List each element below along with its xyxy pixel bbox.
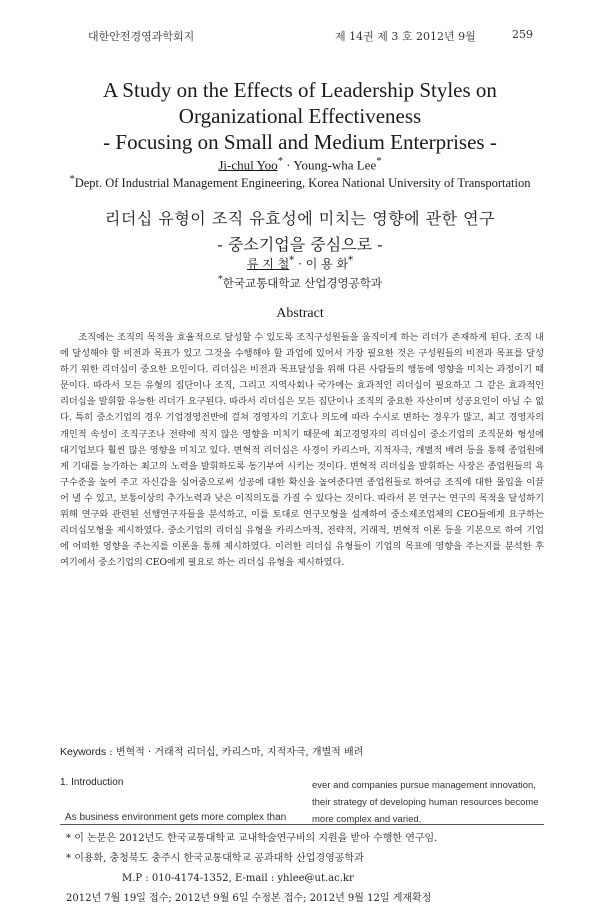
abstract-heading: Abstract [276,306,324,321]
title-en-line-2: Organizational Effectiveness [178,104,422,128]
keywords-label: Keywords [60,746,107,758]
page-number: 259 [512,28,533,41]
title-en-line-1: A Study on the Effects of Leadership Styles on [103,78,497,102]
footnote-dates: 2012년 7월 19일 접수; 2012년 9월 6일 수정본 접수; 2012년 9월 12일 게재확정 [66,893,432,904]
footnote-funding [66,829,556,849]
keywords-colon: : [109,747,113,758]
authors-en [40,155,560,173]
affiliation-ko [40,274,560,291]
author-en-2-mark: * [376,155,382,167]
section-heading-introduction: 1. Introduction [60,777,124,788]
journal-name: 대한안전경영과학회지 [88,30,195,43]
author-separator: · [286,157,291,173]
keywords-list: 변혁적 · 거래적 리더십, 카리스마, 지적자극, 개별적 배려 [115,747,364,758]
affiliation-en-mark: * [69,174,75,185]
author-ko-1-mark: * [289,255,295,266]
footnote-funding-mark: * [66,833,71,844]
intro-paragraph-start: As business environment gets more complex than [65,812,287,823]
author-en-1: Ji-chul Yoo [218,157,278,173]
affiliation-en [40,174,560,191]
author-ko-2-mark: * [348,255,354,266]
author-ko-2: 이 용 화 [305,257,349,271]
affiliation-en-text: Dept. Of Industrial Management Engineering, Korea National University of Transportation [74,176,531,191]
footnotes [66,829,556,909]
title-ko-line-1: 리더십 유형이 조직 유효성에 미치는 영향에 관한 연구 [104,209,496,228]
authors-ko [40,255,560,272]
footnote-corresponding-mark: * [66,853,71,864]
author-en-2: Young-wha Lee [293,157,377,173]
author-ko-1: 류 지 철 [246,257,290,271]
abstract-body: 조직에는 조직의 목적을 효율적으로 달성할 수 있도록 조직구성원들을 움직이게 하는 리더가 존재하게 된다. 조직 내에 달성해야 할 비전과 목표가 있고 그것을 수행해야 할 과업에 있어서 가장 필요한 것은 구성원들의 비전과 목표를 달성하기 위한 리더십이 중요한 요인이다. 리더십은 비전과 목표달성을 위해 다른 사람들의 행동에 영향을 미치는 과정이기 때문이다. 따라서 모든 유형의 집단이나 조직, 그리고 지역사회나 국가에는 효과적인 리더십이 필요하고 그 같은 효과적인 리더십을 발휘할 유능한 리더가 요구된다. 따라서 리더십은 모든 집단이나 조직의 중요한 자산이며 성공요인이 아닐 수 없다. 특히 중소기업의 경우 기업경영전반에 걸쳐 경영자의 기호나 의도에 따라 수시로 변하는 경우가 많고, 최고 경영자의 개인적 속성이 조직구조나 전략에 적지 않은 영향을 미치기 때문에 최고경영자의 리더십이 중소기업의 조직문화 형성에 대기업보다 훨씬 많은 영향을 미치고 있다. 변혁적 리더십은 사경이 카리스마, 지적자극, 개별적 배려 등을 통해 종업원에게 기대를 능가하는 최고의 노력을 발휘하도록 동기부여 시키는 것이다. 변혁적 리더십을 발휘하는 사장은 종업원들의 욕구수준을 높여 주고 자신감을 심어줌으로써 성공에 대한 확신을 높여준다면 종업원들로 하여금 조직에 대한 몰입을 이끌어 낼 수 있고, 보통이상의 추가노력과 낮은 이직의도를 가질 수 있다는 것이다. 따라서 본 연구는 연구의 목적을 달성하기 위해 연구와 관련된 선행연구자들을 분석하고, 이를 토대로 연구모형을 설계하여 중소제조업체의 CEO들에게 요구하는 리더십모형을 제시하였다. 중소기업의 리더십 유형을 카리스마적, 전략적, 거래적, 변혁적 이론 등을 기본으로 하여 기업에 어떠한 영향을 주는지를 이론을 통해 제시하였다. 이러한 리더십 유형들이 기업의 목표에 영향을 주는지를 분석한 후 여기에서 중소기업의 CEO에게 필요로 하는 리더십 유형을 제시하였다. [60,332,544,569]
footnote-contact: M.P : 010-4174-1352, E-mail : yhlee@ut.ac.kr [122,873,354,884]
author-en-1-mark: * [277,155,284,167]
title-en-subtitle: - Focusing on Small and Medium Enterprises - [103,130,497,154]
affiliation-ko-text: 한국교통대학교 산업경영공학과 [222,275,382,290]
footnote-corresponding-text: 이용화, 충청북도 충주시 한국교통대학교 공과대학 산업경영공학과 [74,853,364,864]
author-ko-separator: · [298,257,302,271]
footnote-funding-text: 이 논문은 2012년도 한국교통대학교 교내학술연구비의 지원을 받아 수행한 연구임. [74,833,438,844]
title-ko-subtitle: - 중소기업을 중심으로 - [217,235,383,254]
keywords [60,743,544,758]
body-column-left [60,777,290,823]
issue-info: 제 14권 제 3 호 2012년 9월 [335,30,476,43]
intro-paragraph-continued: ever and companies pursue management innovation, their strategy of developing human resources become more complex and varied. [312,780,539,826]
footnote-corresponding [66,849,556,869]
affiliation-ko-mark: * [218,274,223,285]
body-column-right [312,777,544,829]
footnote-divider [60,824,544,825]
